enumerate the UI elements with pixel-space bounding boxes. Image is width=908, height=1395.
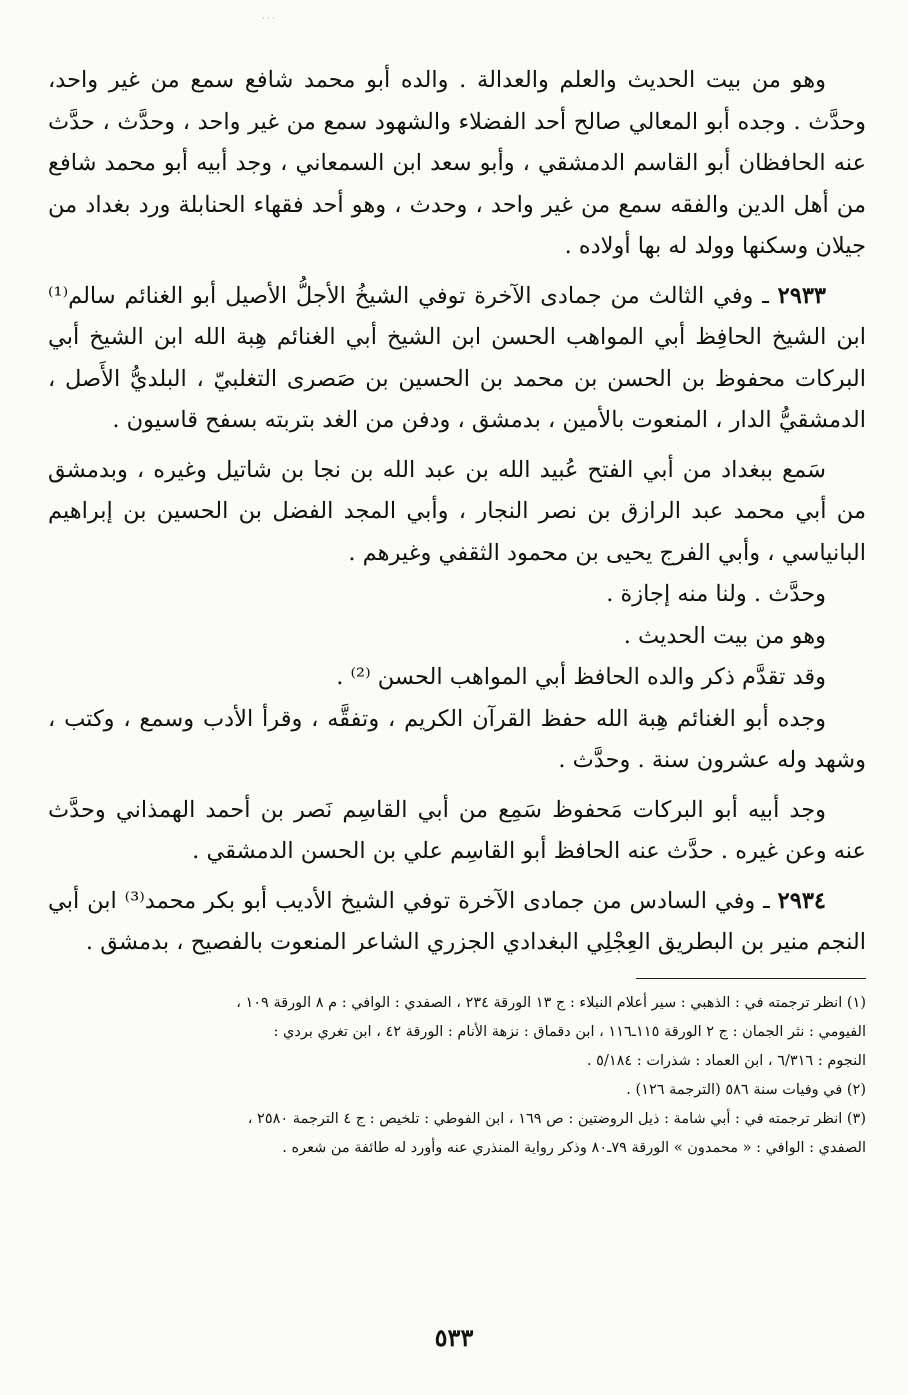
footnote-separator	[636, 978, 866, 979]
paragraph-hadith-house: وهو من بيت الحديث .	[623, 622, 826, 649]
page-content	[48, 60, 866, 1163]
entry-number-2934: ٢٩٣٤	[777, 887, 826, 914]
footnote-3-line-2: الصفدي : الوافي : « محمدون » الورقة ٧٩ـ٨٠ وذكر رواية المنذري عنه وأورد له طائفة من شعره .	[282, 1139, 866, 1156]
entry-2934	[48, 881, 866, 964]
scan-artifact: · · ·	[262, 14, 275, 23]
footnote-3-line-1: (٣) انظر ترجمته في : أبي شامة : ذيل الروضتين : ص ١٦٩ ، ابن الفوطي : تلخيص : ج ٤ الترجمة ٢٥٨٠ ،	[247, 1110, 866, 1127]
footnotes	[48, 989, 866, 1163]
paragraph-family-background: وهو من بيت الحديث والعلم والعدالة . والده أبو محمد شافع سمع من غير واحد، وحدَّث . وجده أبو المعالي صالح أحد الفضلاء والشهود سمع من غير واحد ، وحدَّث ، حدَّث عنه الحافظان أبو القاسم الدمشقي ، وأبو سعد ابن السمعاني ، وجد أبيه أبو محمد شافع من أهل الدين والفقه سمع من غير واحد ، وحدث ، وهو أحد فقهاء الحنابلة ورد بغداد من جيلان وسكنها وولد له بها أولاده .	[48, 67, 866, 259]
paragraph-grandfather: وجده أبو الغنائم هِبة الله حفظ القرآن الكريم ، وتفقَّه ، وقرأ الأدب وسمع ، وكتب ، وشهد وله عشرون سنة . وحدَّث .	[48, 705, 866, 773]
entry-2933	[48, 276, 866, 442]
footnote-1-line-2: الفيومي : نثر الجمان : ج ٢ الورقة ١١٥ـ١١٦ ، ابن دقماق : نزهة الأنام : الورقة ٤٢ ، ابن تغري بردي :	[273, 1023, 866, 1040]
footnote-1-line-1: (١) انظر ترجمته في : الذهبي : سير أعلام النبلاء : ج ١٣ الورقة ٢٣٤ ، الصفدي : الوافي : م ٨ الورقة ١٠٩ ،	[236, 994, 866, 1011]
entry-2934-text: ـ وفي السادس من جمادى الآخرة توفي الشيخ الأديب أبو بكر محمد⁽³⁾ ابن أبي النجم منير بن البطريق العِجْلِي البغدادي الجزري الشاعر المنعوت بالفصيح ، بدمشق .	[48, 887, 866, 955]
footnote-2: (٢) في وفيات سنة ٥٨٦ (الترجمة ١٢٦) .	[626, 1081, 866, 1098]
entry-2933-text: ـ وفي الثالث من جمادى الآخرة توفي الشيخُ الأجلُّ الأصيل أبو الغنائم سالم⁽¹⁾ ابن الشيخ الحافِظ أبي المواهب الحسن ابن الشيخ أبي الغنائم هِبة الله ابن الشيخ أبي البركات محفوظ بن الحسن بن محمد بن الحسين بن صَصرى التغلبيّ ، البلديُّ الأَصل ، الدمشقيُّ الدار ، المنعوت بالأمين ، بدمشق ، ودفن من الغد بتربته بسفح قاسيون .	[48, 282, 866, 433]
paragraph-great-grandfather: وجد أبيه أبو البركات مَحفوظ سَمِع من أبي القاسِم نَصر بن أحمد الهمذاني وحدَّث عنه وعن غيره . حدَّث عنه الحافظ أبو القاسِم علي بن الحسن الدمشقي .	[48, 796, 866, 864]
footnote-1-line-3: النجوم : ٦/٣١٦ ، ابن العماد : شذرات : ٥/١٨٤ .	[586, 1052, 866, 1069]
paragraph-father-mention: وقد تقدَّم ذكر والده الحافظ أبي المواهب الحسن ⁽²⁾ .	[336, 664, 826, 690]
paragraph-teachers: سَمع ببغداد من أبي الفتح عُبيد الله بن عبد الله بن نجا بن شاتيل وغيره ، وبدمشق من أبي محمد عبد الرازق بن نصر النجار ، وأبي المجد الفضل بن الحسين بن إبراهيم البانياسي ، وأبي الفرج يحيى بن محمود الثقفي وغيرهم .	[48, 456, 866, 566]
page-number: ٥٣٣	[434, 1323, 474, 1352]
paragraph-narrated: وحدَّث . ولنا منه إجازة .	[606, 581, 826, 607]
entry-number-2933: ٢٩٣٣	[777, 282, 826, 309]
